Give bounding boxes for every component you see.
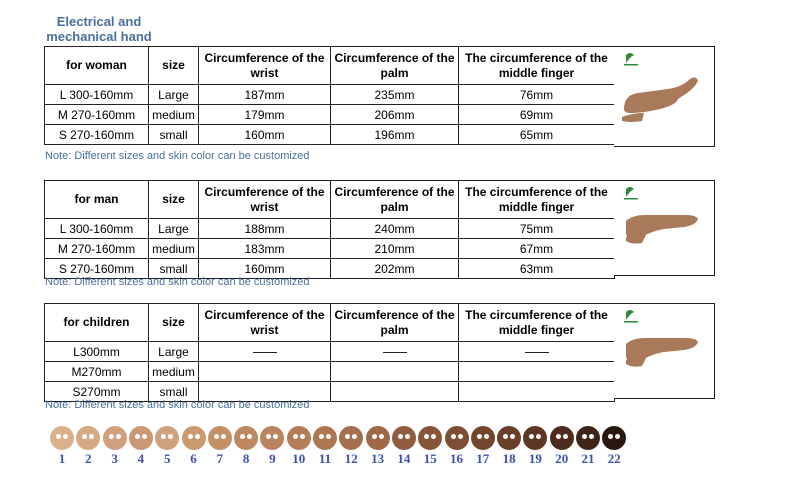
- swatch-number: 7: [216, 451, 224, 466]
- button-hole: [582, 434, 587, 439]
- button-hole: [398, 434, 403, 439]
- group-header: for children: [45, 304, 149, 342]
- size-cell: medium: [149, 362, 199, 382]
- dash-mark: [253, 352, 277, 353]
- finger-cell: 63mm: [459, 259, 615, 279]
- finger-cell: 76mm: [459, 85, 615, 105]
- finger-header: The circumference of the middle finger: [459, 47, 615, 85]
- button-hole: [266, 434, 271, 439]
- color-swatch: [260, 426, 284, 450]
- model-cell: M 270-160mm: [45, 105, 149, 125]
- finger-cell: [459, 382, 615, 402]
- swatch-number: 15: [423, 451, 437, 466]
- color-swatch: [76, 426, 100, 450]
- wrist-header: Circumference of the wrist: [199, 181, 331, 219]
- palm-cell: 196mm: [331, 125, 459, 145]
- model-cell: L 300-160mm: [45, 85, 149, 105]
- model-cell: S 270-160mm: [45, 125, 149, 145]
- swatch-number: 14: [397, 451, 411, 466]
- size-cell: Large: [149, 219, 199, 239]
- hand-photo-man: [614, 180, 715, 276]
- button-hole: [109, 434, 114, 439]
- color-swatch: [576, 426, 600, 450]
- wrist-cell: [199, 362, 331, 382]
- button-hole: [379, 434, 384, 439]
- size-cell: small: [149, 125, 199, 145]
- table-row: [45, 105, 615, 125]
- button-hole: [247, 434, 252, 439]
- button-hole: [135, 434, 140, 439]
- swatch-number: 20: [555, 451, 569, 466]
- model-cell: L300mm: [45, 342, 149, 362]
- button-hole: [319, 434, 324, 439]
- size-header: size: [149, 47, 199, 85]
- button-hole: [56, 434, 61, 439]
- prosthetic-hand-icon: [622, 77, 698, 122]
- button-hole: [536, 434, 541, 439]
- group-header: for woman: [45, 47, 149, 85]
- size-cell: medium: [149, 239, 199, 259]
- button-hole: [240, 434, 245, 439]
- wrist-cell: 160mm: [199, 259, 331, 279]
- color-swatch: [497, 426, 521, 450]
- button-hole: [161, 434, 166, 439]
- button-hole: [608, 434, 613, 439]
- note-text: Note: Different sizes and skin color can be customized: [45, 399, 310, 411]
- palm-cell: 210mm: [331, 239, 459, 259]
- table-row: [45, 85, 615, 105]
- color-swatch: [471, 426, 495, 450]
- button-hole: [424, 434, 429, 439]
- model-cell: M270mm: [45, 362, 149, 382]
- prosthetic-hand-icon: [626, 215, 698, 244]
- color-swatch: [129, 426, 153, 450]
- dash-mark: [383, 352, 407, 353]
- button-hole: [89, 434, 94, 439]
- finger-header: The circumference of the middle finger: [459, 181, 615, 219]
- skin-color-swatches: [48, 423, 621, 469]
- finger-cell: [459, 342, 615, 362]
- hand-photo-children: [614, 303, 715, 399]
- swatch-number: 9: [269, 451, 276, 466]
- finger-cell: 65mm: [459, 125, 615, 145]
- button-hole: [195, 434, 200, 439]
- size-header: size: [149, 181, 199, 219]
- size-cell: small: [149, 382, 199, 402]
- button-hole: [345, 434, 350, 439]
- palm-cell: 235mm: [331, 85, 459, 105]
- color-swatch: [50, 426, 74, 450]
- model-cell: S270mm: [45, 382, 149, 402]
- wrist-cell: 187mm: [199, 85, 331, 105]
- hand-photo-woman: [614, 46, 715, 147]
- button-hole: [300, 434, 305, 439]
- color-swatch: [339, 426, 363, 450]
- title-line-1: Electrical and: [56, 14, 142, 29]
- wrist-cell: 188mm: [199, 219, 331, 239]
- man-size-table: [44, 180, 615, 279]
- color-swatch: [366, 426, 390, 450]
- logo-icon: [624, 53, 638, 66]
- swatch-number: 2: [85, 451, 92, 466]
- logo-icon: [624, 310, 638, 323]
- dash-mark: [525, 352, 549, 353]
- swatch-number: 6: [190, 451, 197, 466]
- swatch-number: 10: [292, 451, 306, 466]
- note-text: Note: Different sizes and skin color can be customized: [45, 150, 310, 162]
- button-hole: [458, 434, 463, 439]
- logo-icon: [624, 187, 638, 200]
- swatch-number: 13: [371, 451, 385, 466]
- swatch-number: 19: [528, 451, 542, 466]
- page-title: [44, 14, 154, 44]
- button-hole: [589, 434, 594, 439]
- swatch-number: 22: [607, 451, 621, 466]
- button-hole: [221, 434, 226, 439]
- table-row: [45, 219, 615, 239]
- color-swatch: [445, 426, 469, 450]
- children-size-table: [44, 303, 615, 402]
- table-row: [45, 239, 615, 259]
- button-hole: [615, 434, 620, 439]
- palm-header: Circumference of the palm: [331, 181, 459, 219]
- color-swatch: [234, 426, 258, 450]
- button-hole: [503, 434, 508, 439]
- wrist-header: Circumference of the wrist: [199, 304, 331, 342]
- swatch-number: 16: [450, 451, 463, 466]
- button-hole: [529, 434, 534, 439]
- button-hole: [556, 434, 561, 439]
- button-hole: [142, 434, 147, 439]
- swatch-number: 12: [344, 451, 358, 466]
- finger-cell: 75mm: [459, 219, 615, 239]
- wrist-cell: [199, 342, 331, 362]
- button-hole: [477, 434, 482, 439]
- size-cell: medium: [149, 105, 199, 125]
- group-header: for man: [45, 181, 149, 219]
- palm-cell: 202mm: [331, 259, 459, 279]
- button-hole: [405, 434, 410, 439]
- button-hole: [431, 434, 436, 439]
- color-swatch: [550, 426, 574, 450]
- table-row: [45, 125, 615, 145]
- wrist-cell: 183mm: [199, 239, 331, 259]
- woman-size-table: [44, 46, 615, 145]
- finger-header: The circumference of the middle finger: [459, 304, 615, 342]
- color-swatch: [287, 426, 311, 450]
- model-cell: L 300-160mm: [45, 219, 149, 239]
- swatch-number: 18: [502, 451, 516, 466]
- swatch-number: 3: [111, 451, 118, 466]
- button-hole: [510, 434, 515, 439]
- button-hole: [352, 434, 357, 439]
- button-hole: [293, 434, 298, 439]
- table-row: [45, 342, 615, 362]
- button-hole: [168, 434, 173, 439]
- color-swatch: [182, 426, 206, 450]
- color-swatch: [418, 426, 442, 450]
- wrist-cell: 179mm: [199, 105, 331, 125]
- palm-header: Circumference of the palm: [331, 47, 459, 85]
- palm-header: Circumference of the palm: [331, 304, 459, 342]
- button-hole: [563, 434, 568, 439]
- swatch-number: 21: [581, 451, 595, 466]
- swatch-number: 17: [476, 451, 490, 466]
- model-cell: M 270-160mm: [45, 239, 149, 259]
- size-header: size: [149, 304, 199, 342]
- button-hole: [326, 434, 331, 439]
- size-cell: Large: [149, 85, 199, 105]
- color-swatch: [313, 426, 337, 450]
- button-hole: [188, 434, 193, 439]
- model-cell: S 270-160mm: [45, 259, 149, 279]
- size-cell: small: [149, 259, 199, 279]
- palm-cell: 240mm: [331, 219, 459, 239]
- palm-cell: 206mm: [331, 105, 459, 125]
- button-hole: [82, 434, 87, 439]
- color-swatch: [208, 426, 232, 450]
- note-text: Note: Different sizes and skin color can be customized: [45, 276, 310, 288]
- button-hole: [214, 434, 219, 439]
- button-hole: [63, 434, 68, 439]
- color-swatch: [602, 426, 626, 450]
- swatch-number: 4: [137, 451, 145, 466]
- prosthetic-hand-icon: [626, 338, 698, 367]
- palm-cell: [331, 362, 459, 382]
- color-swatch: [523, 426, 547, 450]
- swatch-number: 5: [163, 451, 171, 466]
- palm-cell: [331, 342, 459, 362]
- finger-cell: 69mm: [459, 105, 615, 125]
- finger-cell: [459, 362, 615, 382]
- color-swatch: [155, 426, 179, 450]
- size-cell: Large: [149, 342, 199, 362]
- table-row: [45, 362, 615, 382]
- wrist-header: Circumference of the wrist: [199, 47, 331, 85]
- finger-cell: 67mm: [459, 239, 615, 259]
- palm-cell: [331, 382, 459, 402]
- button-hole: [273, 434, 278, 439]
- button-hole: [116, 434, 121, 439]
- button-hole: [484, 434, 489, 439]
- button-hole: [372, 434, 377, 439]
- swatch-number: 11: [318, 451, 332, 466]
- color-swatch: [392, 426, 416, 450]
- title-line-2: mechanical hand: [46, 29, 152, 44]
- wrist-cell: 160mm: [199, 125, 331, 145]
- color-swatch: [103, 426, 127, 450]
- button-hole: [451, 434, 456, 439]
- swatch-number: 8: [242, 451, 250, 466]
- swatch-number: 1: [58, 451, 66, 466]
